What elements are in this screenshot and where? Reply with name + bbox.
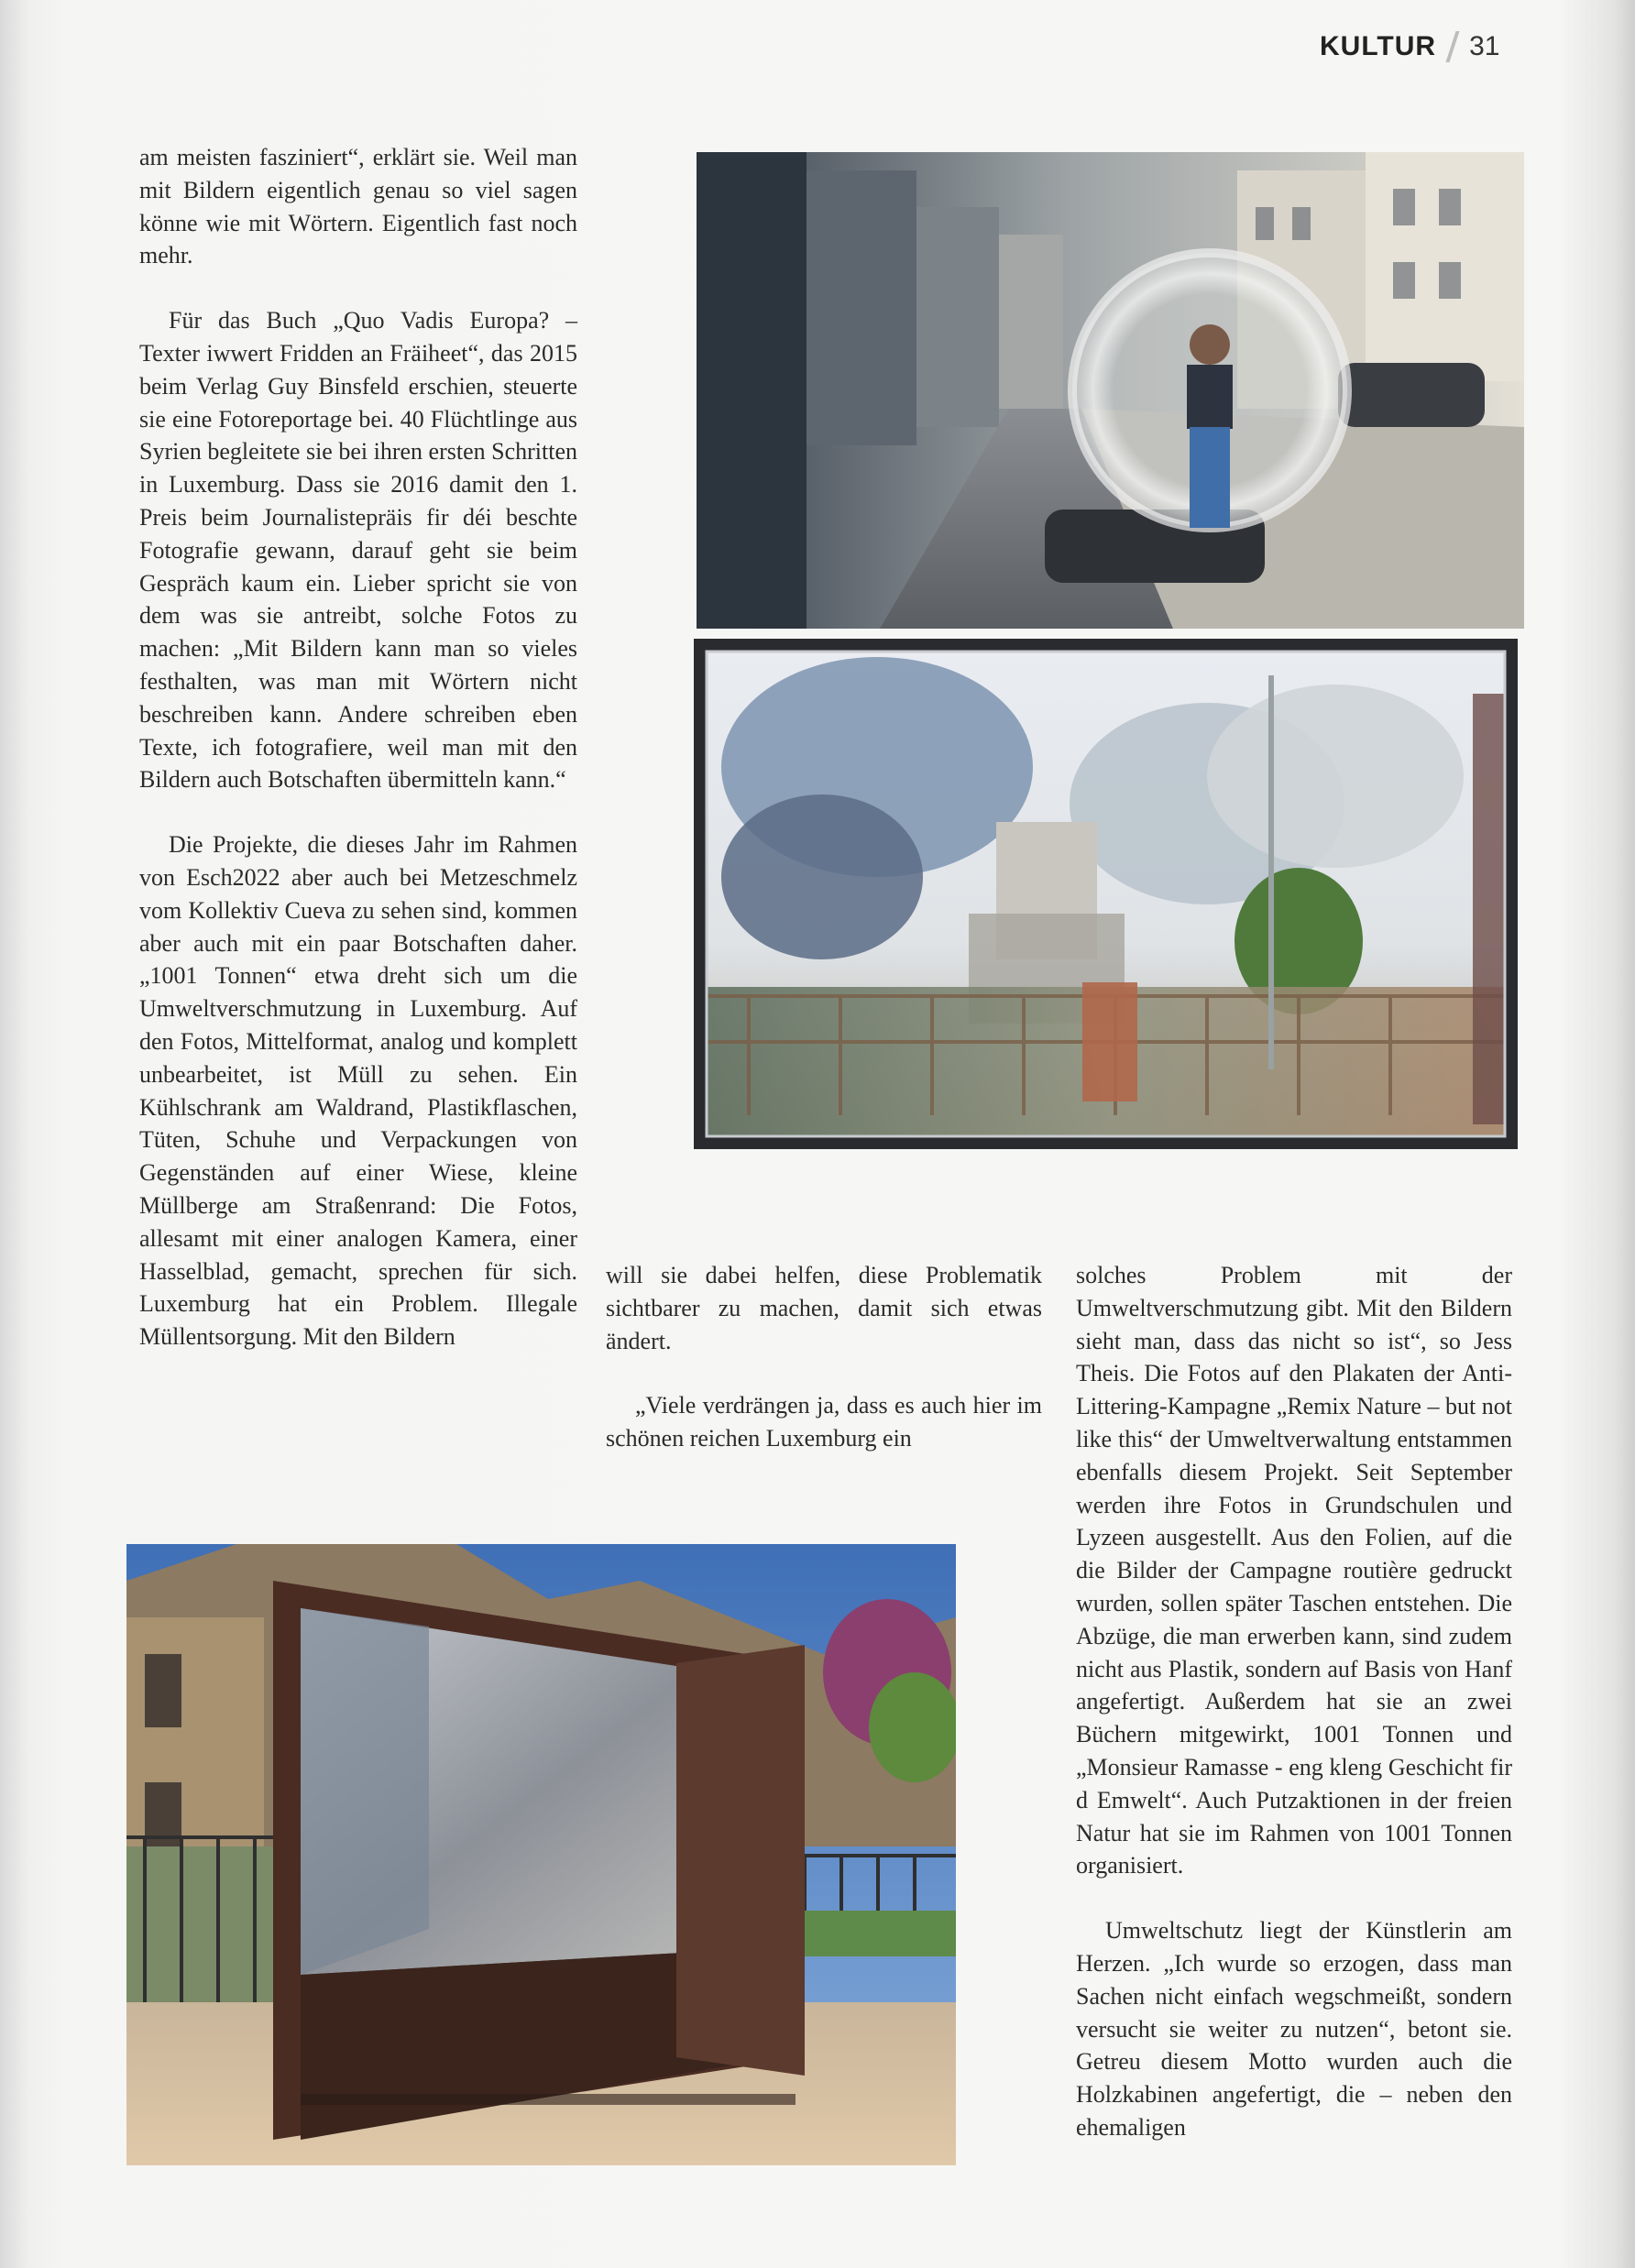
page-header bbox=[1320, 24, 1595, 70]
text-column-left bbox=[139, 141, 577, 1353]
photo-wooden-cabin bbox=[126, 1544, 956, 2165]
photo-street-mirror-image bbox=[697, 152, 1524, 629]
photo-glass-box-trees bbox=[694, 639, 1518, 1149]
paragraph: „Viele verdrängen ja, dass es auch hier im schönen reichen Luxemburg ein bbox=[606, 1392, 1042, 1452]
section-title: KULTUR bbox=[1320, 31, 1437, 61]
paragraph: Die Projekte, die dieses Jahr im Rahmen von Esch2022 aber auch bei Metzeschmelz vom Kollektiv Cueva zu sehen sind, kommen aber auch mit ein paar Botschaften daher. „1001 Tonnen“ etwa dreht sich um die Umweltverschmutzung in Luxemburg. Auf den Fotos, Mittelformat, analog und komplett unbearbeitet, ist Müll zu sehen. Ein Kühlschrank am Waldrand, Plastikflaschen, Tüten, Schuhe und Verpackungen von Gegenständen auf einer Wiese, kleine Müllberge am Straßenrand: Die Fotos, allesamt mit einer analogen Kamera, einer Hasselblad, gemacht, sprechen für sich. Luxemburg hat ein Problem. Illegale Müllentsorgung. Mit den Bildern bbox=[139, 831, 577, 1351]
header-separator bbox=[1446, 31, 1460, 62]
paragraph: Für das Buch „Quo Vadis Europa? – Texter iwwert Fridden an Fräiheet“, das 2015 beim Verlag Guy Binsfeld erschien, steuerte sie eine Fotoreportage bei. 40 Flüchtlinge aus Syrien begleitete sie bei ihren ersten Schritten in Luxemburg. Dass sie 2016 damit den 1. Preis beim Journalistepräis fir déi beschte Fotografie gewann, darauf geht sie beim Gespräch kaum ein. Lieber spricht sie von dem was sie antreibt, solche Fotos zu machen: „Mit Bildern kann man so vieles festhalten, was man mit Wörtern nicht beschreiben kann. Andere schreiben eben Texte, ich fotografiere, weil man mit den Bildern auch Botschaften übermitteln kann.“ bbox=[139, 307, 577, 794]
paragraph: Umweltschutz liegt der Künstlerin am Herzen. „Ich wurde so erzogen, dass man Sachen nicht einfach wegschmeißt, sondern versucht sie weiter zu nutzen“, betont sie. Getreu diesem Motto wurden auch die Holzkabinen angefertigt, die – neben den ehemaligen bbox=[1076, 1917, 1512, 2141]
paragraph: will sie dabei helfen, diese Problematik sichtbarer zu machen, damit sich etwas ändert. bbox=[606, 1262, 1042, 1354]
page-number: 31 bbox=[1469, 31, 1500, 61]
photo-glass-box-trees-image bbox=[694, 639, 1518, 1149]
paragraph: am meisten fasziniert“, erklärt sie. Weil man mit Bildern eigentlich genau so viel sagen könne wie mit Wörtern. Eigentlich fast noch mehr. bbox=[139, 144, 577, 269]
text-column-middle bbox=[606, 1259, 1042, 1455]
photo-street-mirror bbox=[697, 152, 1524, 629]
text-column-right bbox=[1076, 1259, 1512, 2144]
paragraph: solches Problem mit der Umweltverschmutzung gibt. Mit den Bildern sieht man, dass das nicht so ist“, so Jess Theis. Die Fotos auf den Plakaten der Anti-Littering-Kampagne „Remix Nature – but not like this“ der Umweltverwaltung entstammen ebenfalls diesem Projekt. Seit September werden ihre Fotos in Grundschulen und Lyzeen ausgestellt. Aus den Folien, auf die die Bilder der Campagne routière gedruckt wurden, sollen später Taschen entstehen. Die Abzüge, die man erwerben kann, sind zudem nicht aus Plastik, sondern auf Basis von Hanf angefertigt. Außerdem hat sie an zwei Büchern mitgewirkt, 1001 Tonnen und „Monsieur Ramasse - eng kleng Geschicht fir d Emwelt“. Auch Putzaktionen in der freien Natur hat sie im Rahmen von 1001 Tonnen organisiert. bbox=[1076, 1262, 1512, 1879]
photo-wooden-cabin-image bbox=[126, 1544, 956, 2165]
